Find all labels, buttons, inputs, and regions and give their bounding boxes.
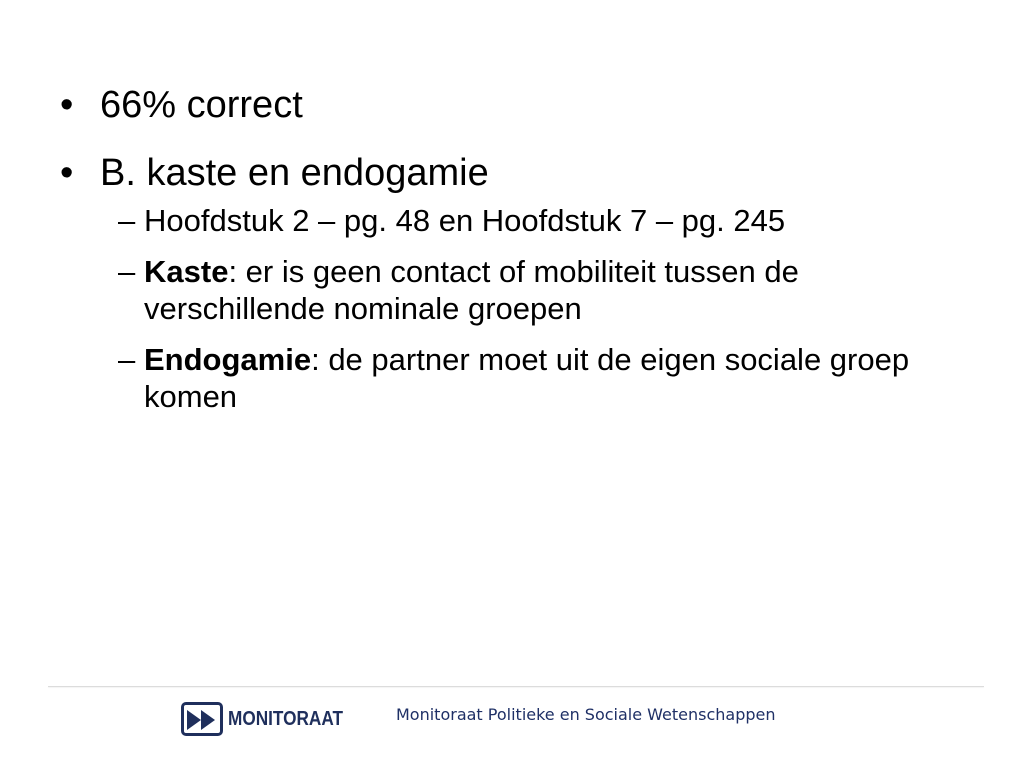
slide-content bbox=[58, 82, 958, 429]
bullet-marker: • bbox=[60, 84, 74, 126]
dash-marker: – bbox=[118, 254, 136, 289]
footer-caption: Monitoraat Politieke en Sociale Wetenschappen bbox=[396, 705, 776, 724]
fast-forward-icon bbox=[181, 702, 223, 736]
sub-bullet-text: Hoofdstuk 2 – pg. 48 en Hoofdstuk 7 – pg. 245 bbox=[144, 203, 786, 238]
sub-bullet-item bbox=[58, 202, 934, 239]
bullet-marker: • bbox=[60, 152, 74, 194]
sub-bullet-item bbox=[58, 341, 934, 415]
bullet-text: 66% correct bbox=[100, 84, 303, 126]
sub-bullet-list bbox=[58, 202, 958, 415]
bullet-item bbox=[58, 150, 958, 196]
bullet-item bbox=[58, 82, 958, 128]
dash-marker: – bbox=[118, 203, 136, 238]
sub-bullet-term: Endogamie bbox=[144, 342, 312, 377]
monitoraat-logo bbox=[181, 701, 362, 737]
logo-text: MONITORAAT bbox=[228, 707, 343, 730]
sub-bullet-text: : er is geen contact of mobiliteit tussen de verschillende nominale groepen bbox=[144, 254, 799, 326]
sub-bullet-term: Kaste bbox=[144, 254, 229, 289]
dash-marker: – bbox=[118, 342, 136, 377]
sub-bullet-item bbox=[58, 253, 934, 327]
footer-divider bbox=[48, 686, 984, 687]
sub-bullet-text: : de partner moet uit de eigen sociale groep komen bbox=[144, 342, 910, 414]
bullet-text: B. kaste en endogamie bbox=[100, 152, 489, 194]
